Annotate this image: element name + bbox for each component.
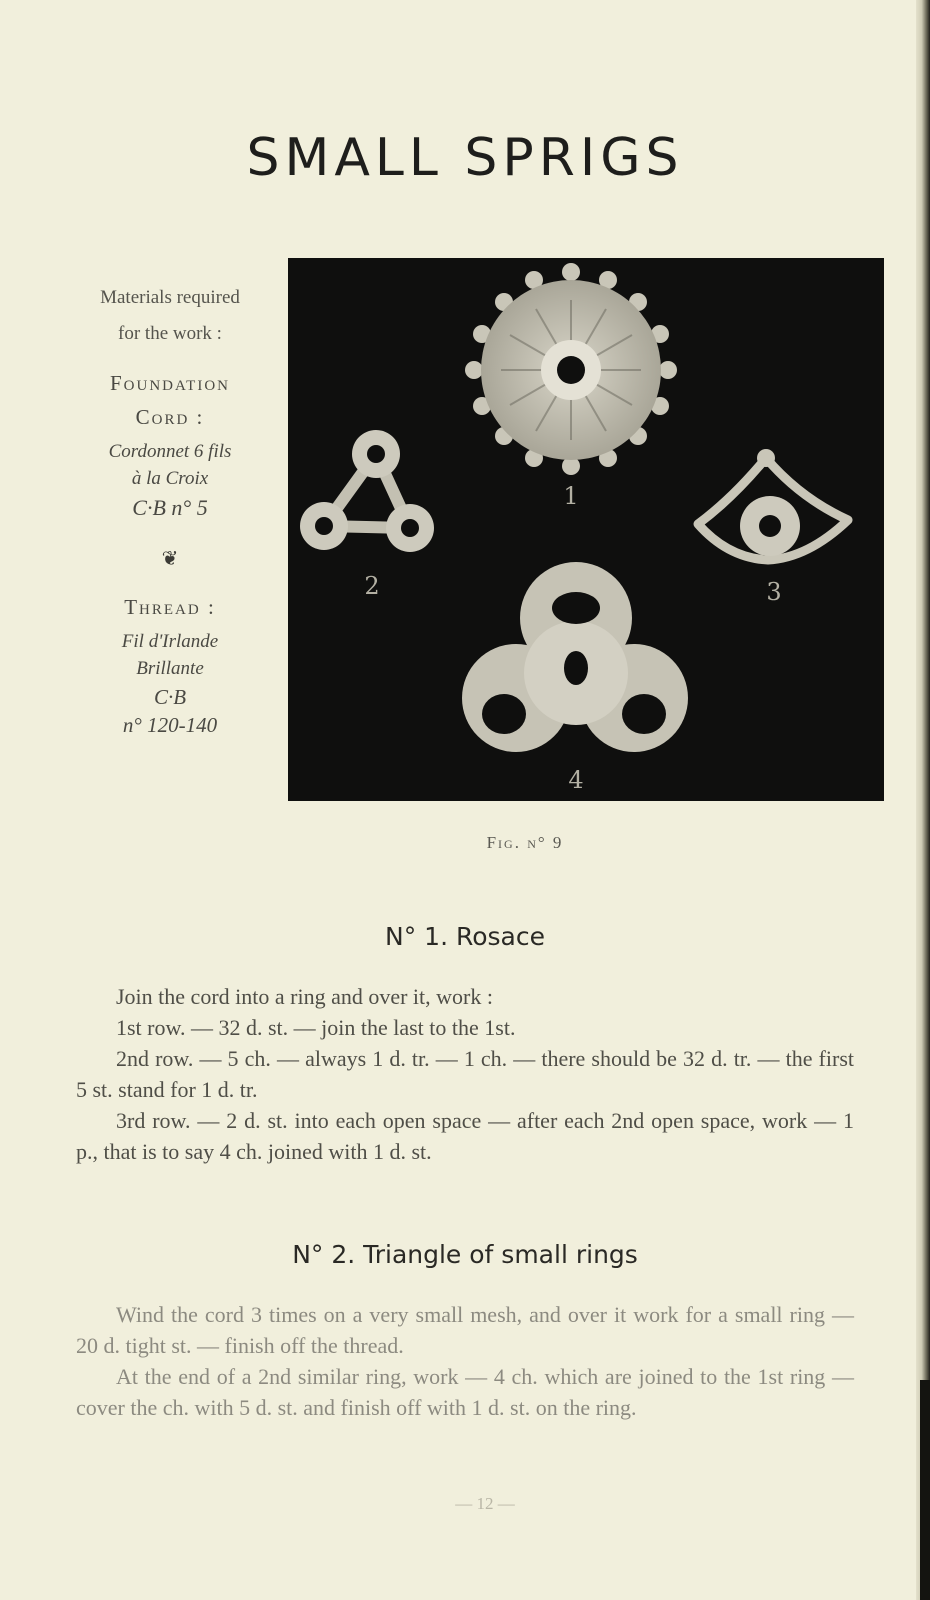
section-paragraph: 2nd row. — 5 ch. — always 1 d. tr. — 1 ch. — there should be 32 d. tr. — the first 5 st. stand for 1 d. tr. (76, 1046, 854, 1102)
page-number: — 12 — (455, 1494, 515, 1513)
fleuron-ornament: ❦ (161, 548, 179, 570)
figure-caption: Fig. n° 9 (486, 833, 564, 852)
section-body (76, 1299, 854, 1423)
materials-intro-line2: for the work : (118, 323, 222, 344)
section-paragraph: Join the cord into a ring and over it, work : (116, 984, 493, 1009)
section-paragraph: Wind the cord 3 times on a very small mesh, and over it work for a small ring — 20 d. tight st. — finish off the thread. (76, 1302, 854, 1358)
fourth-sprig (462, 562, 688, 752)
section-rosace (76, 922, 854, 1167)
section-paragraph: 3rd row. — 2 d. st. into each open space — after each 2nd open space, work — 1 p., that is to say 4 ch. joined with 1 d. st. (76, 1108, 854, 1164)
foundation-label-line1: Foundation (109, 371, 230, 395)
thread-label: Thread : (124, 595, 216, 619)
fig-label-2: 2 (364, 572, 380, 600)
crochet-photo-art (288, 258, 884, 801)
page-title: SMALL SPRIGS (246, 128, 684, 188)
thread-value-line1: Fil d'Irlande (121, 631, 219, 652)
triangle-rings-sprig (300, 430, 434, 552)
section-heading: N° 2. Triangle of small rings (292, 1240, 638, 1269)
foundation-value-line3: C·B n° 5 (132, 495, 208, 520)
section-heading: N° 1. Rosace (385, 922, 545, 951)
thread-value-line4: n° 120-140 (122, 713, 218, 737)
foundation-value-line1: Cordonnet 6 fils (108, 441, 232, 462)
thread-value-line3: C·B (153, 685, 187, 709)
foundation-value-line2: à la Croix (131, 468, 209, 489)
page-edge-dark (920, 1380, 930, 1600)
third-sprig (698, 449, 848, 560)
materials-intro-line1: Materials required (100, 287, 240, 308)
crochet-photo (288, 258, 884, 801)
rosace-sprig (465, 263, 677, 475)
fig-label-4: 4 (568, 766, 584, 794)
thread-value-line2: Brillante (136, 658, 204, 679)
materials-sidebar (70, 280, 270, 739)
foundation-label-line2: Cord : (135, 405, 205, 429)
section-paragraph: 1st row. — 32 d. st. — join the last to the 1st. (116, 1015, 516, 1040)
fig-label-1: 1 (563, 482, 579, 510)
page-edge-shadow (916, 0, 930, 1600)
section-paragraph: At the end of a 2nd similar ring, work — 4 ch. which are joined to the 1st ring — cover the ch. with 5 d. st. and finish off with 1 d. st. on the ring. (76, 1364, 854, 1420)
section-triangle (76, 1240, 854, 1423)
fig-label-3: 3 (766, 578, 782, 606)
